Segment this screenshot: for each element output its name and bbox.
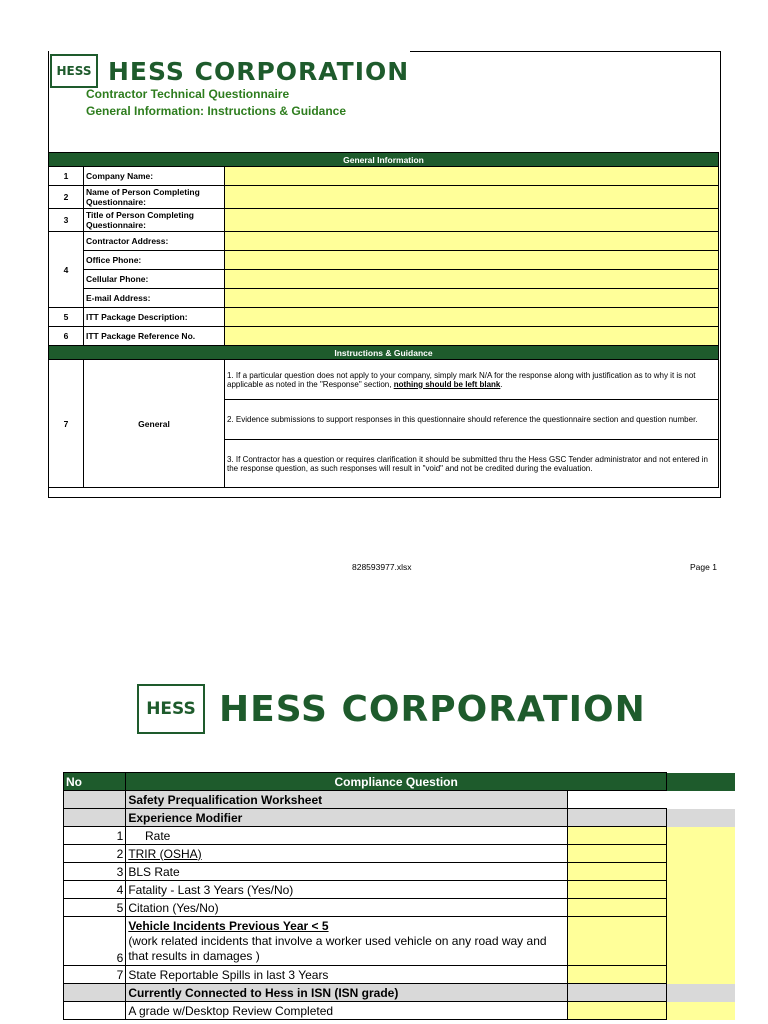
empty-cell	[667, 809, 735, 827]
empty-cell	[667, 791, 735, 809]
row-number: 1	[49, 167, 84, 186]
table-row	[64, 917, 735, 966]
hess-logo-top	[50, 54, 409, 88]
row-number: 2	[64, 845, 126, 863]
field-label: Cellular Phone:	[84, 270, 225, 289]
hess-logo-text: HESS CORPORATION	[219, 688, 646, 730]
section-title: Safety Prequalification Worksheet	[126, 791, 567, 809]
instruction-emphasis: nothing should be left blank	[393, 379, 501, 389]
email-input[interactable]	[225, 289, 719, 308]
table-row	[49, 360, 719, 400]
table-row	[49, 270, 719, 289]
row-number: 3	[64, 863, 126, 881]
extra-cell	[667, 827, 735, 845]
compliance-table	[63, 772, 735, 1020]
extra-cell	[667, 899, 735, 917]
table-row	[49, 289, 719, 308]
section-general-info: General Information	[49, 153, 719, 167]
table-row	[64, 1002, 735, 1020]
response-input[interactable]	[567, 899, 666, 917]
field-label: ITT Package Description:	[84, 308, 225, 327]
instruction-1	[225, 360, 719, 400]
response-input[interactable]	[567, 1002, 666, 1020]
row-number: 2	[49, 186, 84, 209]
response-input[interactable]	[567, 827, 666, 845]
row-number	[64, 809, 126, 827]
field-label: Name of Person Completing Questionnaire:	[84, 186, 225, 209]
field-label: ITT Package Reference No.	[84, 327, 225, 346]
response-input[interactable]	[567, 863, 666, 881]
table-row	[49, 167, 719, 186]
instruction-text: 1. If a particular question does not apply to your company, simply mark N/A for the response along with justification as to why it is not applicable as noted in the "Response" section,	[227, 370, 696, 389]
table-row	[64, 791, 735, 809]
table-header	[64, 773, 735, 791]
header-question: Compliance Question	[126, 773, 667, 791]
hess-logo-page2	[137, 684, 646, 734]
question-text: Rate	[126, 827, 567, 845]
empty-cell	[567, 791, 666, 809]
header-extra	[667, 773, 735, 791]
question-text: A grade w/Desktop Review Completed	[126, 1002, 567, 1020]
empty-cell	[667, 984, 735, 1002]
question-text: State Reportable Spills in last 3 Years	[126, 966, 567, 984]
field-label: Office Phone:	[84, 251, 225, 270]
hess-logo-box: HESS	[137, 684, 205, 734]
section-instructions: Instructions & Guidance	[49, 346, 719, 360]
table-row	[49, 251, 719, 270]
row-number: 5	[64, 899, 126, 917]
field-label: Company Name:	[84, 167, 225, 186]
row-number: 7	[49, 360, 84, 488]
question-text: Fatality - Last 3 Years (Yes/No)	[126, 881, 567, 899]
table-row	[64, 845, 735, 863]
row-number	[64, 984, 126, 1002]
table-row	[64, 984, 735, 1002]
question-text	[126, 917, 567, 966]
person-name-input[interactable]	[225, 186, 719, 209]
question-text: TRIR (OSHA)	[126, 845, 567, 863]
row-number: 6	[64, 917, 126, 966]
row-number: 7	[64, 966, 126, 984]
table-row	[64, 899, 735, 917]
footer-filename: 828593977.xlsx	[352, 562, 412, 572]
response-input[interactable]	[567, 966, 666, 984]
extra-cell	[667, 1002, 735, 1020]
itt-description-input[interactable]	[225, 308, 719, 327]
table-row	[64, 827, 735, 845]
response-input[interactable]	[567, 845, 666, 863]
instruction-end: .	[500, 379, 503, 389]
table-row	[49, 232, 719, 251]
response-input[interactable]	[567, 917, 666, 966]
table-row	[49, 327, 719, 346]
itt-reference-input[interactable]	[225, 327, 719, 346]
empty-cell	[567, 809, 666, 827]
header-no: No	[64, 773, 126, 791]
row-number: 3	[49, 209, 84, 232]
question-text: Citation (Yes/No)	[126, 899, 567, 917]
section-subtitle: General Information: Instructions & Guidance	[86, 104, 347, 118]
response-input[interactable]	[567, 881, 666, 899]
field-label: Contractor Address:	[84, 232, 225, 251]
general-info-table	[48, 152, 719, 488]
row-number: 1	[64, 827, 126, 845]
row-number	[64, 1002, 126, 1020]
extra-cell	[667, 881, 735, 899]
hess-logo-text: HESS CORPORATION	[108, 56, 410, 86]
instruction-3: 3. If Contractor has a question or requires clarification it should be submitted thru the Hess GSC Tender administrator and not entered in the response question, as such responses will result in "void" and not be credited during the evaluation.	[225, 440, 719, 488]
row-number: 6	[49, 327, 84, 346]
instruction-2: 2. Evidence submissions to support responses in this questionnaire should reference the questionnaire section and question number.	[225, 400, 719, 440]
table-row	[49, 209, 719, 232]
table-row	[64, 863, 735, 881]
section-title: Experience Modifier	[126, 809, 567, 827]
hess-logo-box: HESS	[50, 54, 98, 88]
row-number	[64, 791, 126, 809]
table-row	[49, 308, 719, 327]
table-row	[64, 881, 735, 899]
address-input[interactable]	[225, 232, 719, 251]
field-label: E-mail Address:	[84, 289, 225, 308]
question-description: (work related incidents that involve a worker used vehicle on any road way and that results in damages )	[128, 933, 547, 963]
field-label: General	[84, 360, 225, 488]
extra-cell	[667, 863, 735, 881]
office-phone-input[interactable]	[225, 251, 719, 270]
row-number: 4	[64, 881, 126, 899]
empty-cell	[567, 984, 666, 1002]
footer-page-number: Page 1	[690, 562, 717, 572]
company-name-input[interactable]	[225, 167, 719, 186]
extra-cell	[667, 917, 735, 966]
field-label: Title of Person Completing Questionnaire:	[84, 209, 225, 232]
extra-cell	[667, 966, 735, 984]
questionnaire-title: Contractor Technical Questionnaire	[86, 87, 290, 101]
table-row	[64, 809, 735, 827]
extra-cell	[667, 845, 735, 863]
row-number: 4	[49, 232, 84, 308]
cell-phone-input[interactable]	[225, 270, 719, 289]
person-title-input[interactable]	[225, 209, 719, 232]
table-row	[64, 966, 735, 984]
section-title: Currently Connected to Hess in ISN (ISN grade)	[126, 984, 567, 1002]
row-number: 5	[49, 308, 84, 327]
question-title: Vehicle Incidents Previous Year < 5	[128, 918, 329, 933]
table-row	[49, 186, 719, 209]
question-text: BLS Rate	[126, 863, 567, 881]
